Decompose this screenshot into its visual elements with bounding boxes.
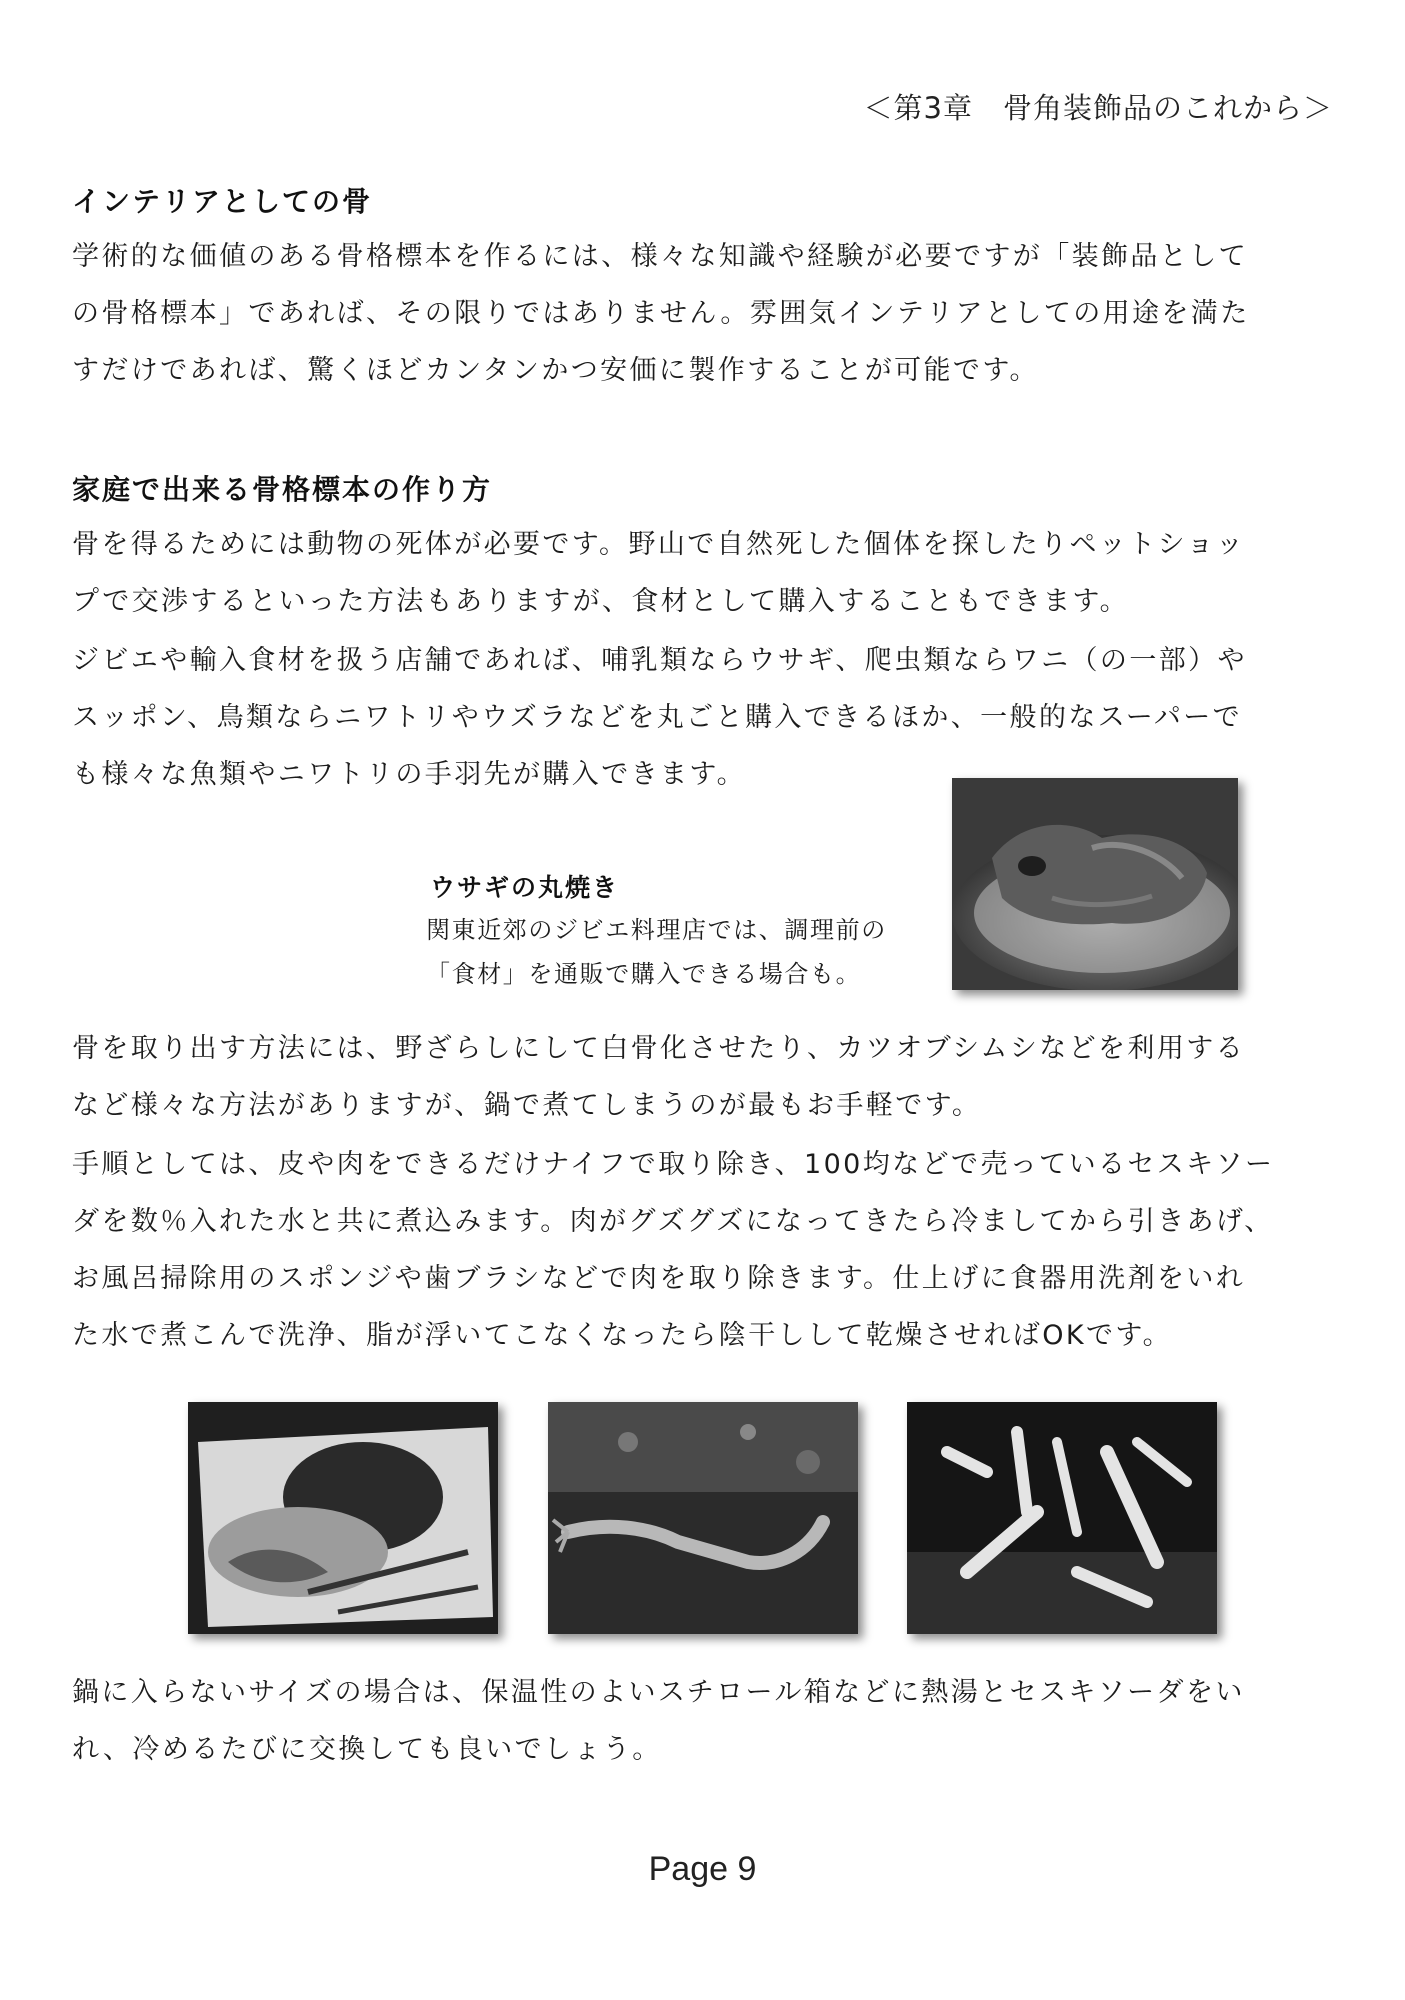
section-heading-home-specimen: 家庭で出来る骨格標本の作り方 bbox=[72, 473, 493, 506]
page-number: Page 9 bbox=[648, 1850, 757, 1888]
cleaned-bones-photo bbox=[907, 1402, 1217, 1634]
text-line: ダを数％入れた水と共に煮込みます。肉がグズグズになってきたら冷ましてから引きあげ、 bbox=[72, 1206, 1274, 1237]
section1-paragraph bbox=[72, 228, 1332, 399]
caption-line: 関東近郊のジビエ料理店では、調理前の bbox=[426, 916, 887, 944]
section2-paragraph-1 bbox=[72, 516, 1332, 630]
text-line: の骨格標本」であれば、その限りではありません。雰囲気インテリアとしての用途を満た bbox=[72, 298, 1250, 329]
text-line: れ、冷めるたびに交換しても良いでしょう。 bbox=[72, 1734, 662, 1765]
text-line: お風呂掃除用のスポンジや歯ブラシなどで肉を取り除きます。仕上げに食器用洗剤をいれ bbox=[72, 1263, 1246, 1294]
text-line: など様々な方法がありますが、鍋で煮てしまうのが最もお手軽です。 bbox=[72, 1090, 982, 1121]
photo-caption-title: ウサギの丸焼き bbox=[430, 873, 620, 902]
text-line: 学術的な価値のある骨格標本を作るには、様々な知識や経験が必要ですが「装飾品として bbox=[72, 241, 1248, 272]
text-line: 手順としては、皮や肉をできるだけナイフで取り除き、100均などで売っているセスキソー bbox=[72, 1149, 1275, 1180]
text-line: すだけであれば、驚くほどカンタンかつ安価に製作することが可能です。 bbox=[72, 355, 1039, 386]
stripped-bone-photo bbox=[548, 1402, 858, 1634]
roast-rabbit-photo bbox=[952, 778, 1238, 990]
text-line: た水で煮こんで洗浄、脂が浮いてこなくなったら陰干しして乾燥させればOKです。 bbox=[72, 1320, 1172, 1351]
section-heading-interior: インテリアとしての骨 bbox=[72, 185, 373, 218]
section2-paragraph-5 bbox=[72, 1664, 1332, 1778]
text-line: も様々な魚類やニワトリの手羽先が購入できます。 bbox=[72, 759, 747, 790]
text-line: 骨を取り出す方法には、野ざらしにして白骨化させたり、カツオブシムシなどを利用する bbox=[72, 1033, 1246, 1064]
text-line: ジビエや輸入食材を扱う店舗であれば、哺乳類ならウサギ、爬虫類ならワニ（の一部）や bbox=[72, 645, 1247, 676]
text-line: スッポン、鳥類ならニワトリやウズラなどを丸ごと購入できるほか、一般的なスーパーで bbox=[72, 702, 1243, 733]
caption-line: 「食材」を通販で購入できる場合も。 bbox=[426, 960, 862, 988]
photo-caption-body bbox=[426, 908, 887, 996]
cooked-meat-plate-photo bbox=[188, 1402, 498, 1634]
text-line: プで交渉するといった方法もありますが、食材として購入することもできます。 bbox=[72, 586, 1130, 617]
text-line: 鍋に入らないサイズの場合は、保温性のよいスチロール箱などに熱湯とセスキソーダをい bbox=[72, 1677, 1245, 1708]
text-line: 骨を得るためには動物の死体が必要です。野山で自然死した個体を探したりペットショッ bbox=[72, 529, 1246, 560]
section2-paragraph-4 bbox=[72, 1136, 1332, 1364]
chapter-header: ＜第3章 骨角装飾品のこれから＞ bbox=[863, 91, 1333, 125]
section2-paragraph-3 bbox=[72, 1020, 1332, 1134]
